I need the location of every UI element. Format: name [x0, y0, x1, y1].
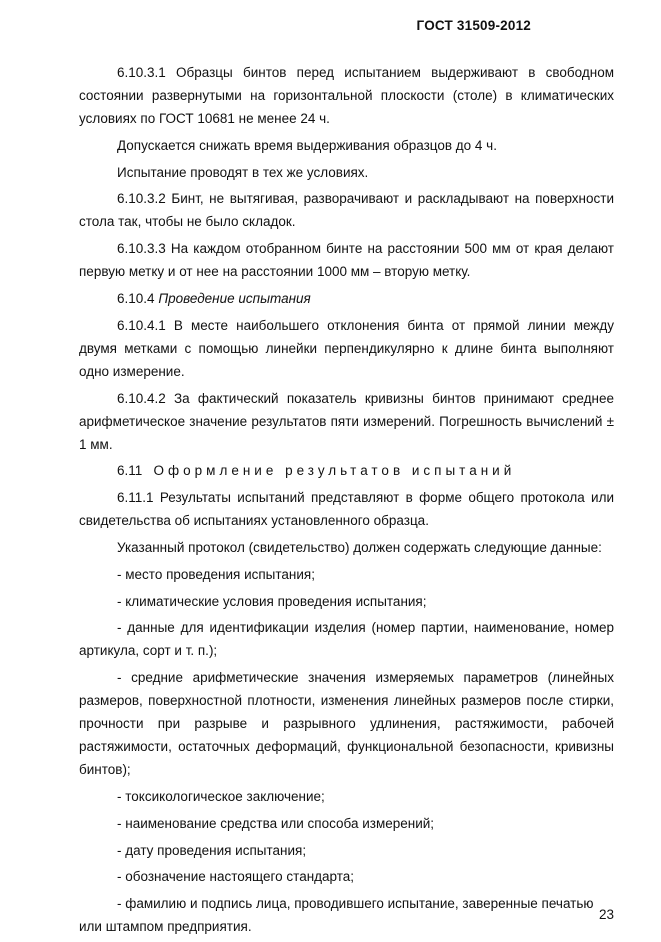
list-item: - место проведения испытания; [117, 566, 315, 582]
page-number: 23 [598, 907, 614, 922]
document-header: ГОСТ 31509-2012 [416, 18, 531, 33]
list-item: - наименование средства или способа измерений; [117, 815, 435, 831]
paragraph-6-10-4-1: 6.10.4.1 В месте наибольшего отклонения бинта от прямой линии между двумя метками с помощью линейки перпендикулярно к длине бинта выполняют одно измерение. [79, 317, 614, 379]
section-heading-6-10-4 [79, 287, 614, 310]
list-item: - климатические условия проведения испытания; [117, 593, 427, 609]
section-title: Проведение испытания [158, 290, 311, 306]
paragraph-6-11-1: 6.11.1 Результаты испытаний представляют в форме общего протокола или свидетельства об испытаниях установленного образца. [79, 490, 614, 529]
paragraph-6-10-4-2: 6.10.4.2 За фактический показатель кривизны бинтов принимают среднее арифметическое значение результатов пяти измерений. Погрешность вычислений ± 1 мм. [79, 390, 614, 452]
paragraph: Указанный протокол (свидетельство) должен содержать следующие данные: [117, 539, 602, 555]
paragraph: Испытание проводят в тех же условиях. [117, 164, 369, 180]
section-title: Оформление результатов испытаний [153, 463, 516, 479]
section-number: 6.10.4 [117, 290, 155, 306]
section-number: 6.11 [117, 463, 143, 479]
section-heading-6-11 [79, 459, 614, 482]
list-item: - токсикологическое заключение; [117, 788, 325, 804]
list-item: - средние арифметические значения измеряемых параметров (линейных размеров, поверхностной плотности, изменения линейных размеров после стирки, прочности при разрыве и разрывного удлинения, растяжимости, рабочей растяжимости, остаточных деформаций, функциональной безопасности, кривизны бинтов); [79, 670, 614, 778]
document-body [79, 61, 614, 942]
list-item: - дату проведения испытания; [117, 842, 307, 858]
list-item: - данные для идентификации изделия (номер партии, наименование, номер артикула, сорт и т. п.); [79, 620, 614, 659]
paragraph: Допускается снижать время выдерживания образцов до 4 ч. [117, 137, 497, 153]
list-item: - фамилию и подпись лица, проводившего испытание, заверенные печатью или штампом предприятия. [79, 896, 594, 935]
paragraph-6-10-3-3: 6.10.3.3 На каждом отобранном бинте на расстоянии 500 мм от края делают первую метку и от нее на расстоянии 1000 мм – вторую метку. [79, 241, 614, 280]
paragraph-6-10-3-2: 6.10.3.2 Бинт, не вытягивая, разворачивают и раскладывают на поверхности стола так, чтобы не было складок. [79, 191, 614, 230]
paragraph-6-10-3-1: 6.10.3.1 Образцы бинтов перед испытанием выдерживают в свободном состоянии развернутыми на горизонтальной плоскости (столе) в климатических условиях по ГОСТ 10681 не менее 24 ч. [79, 65, 614, 126]
list-item: - обозначение настоящего стандарта; [117, 869, 355, 885]
